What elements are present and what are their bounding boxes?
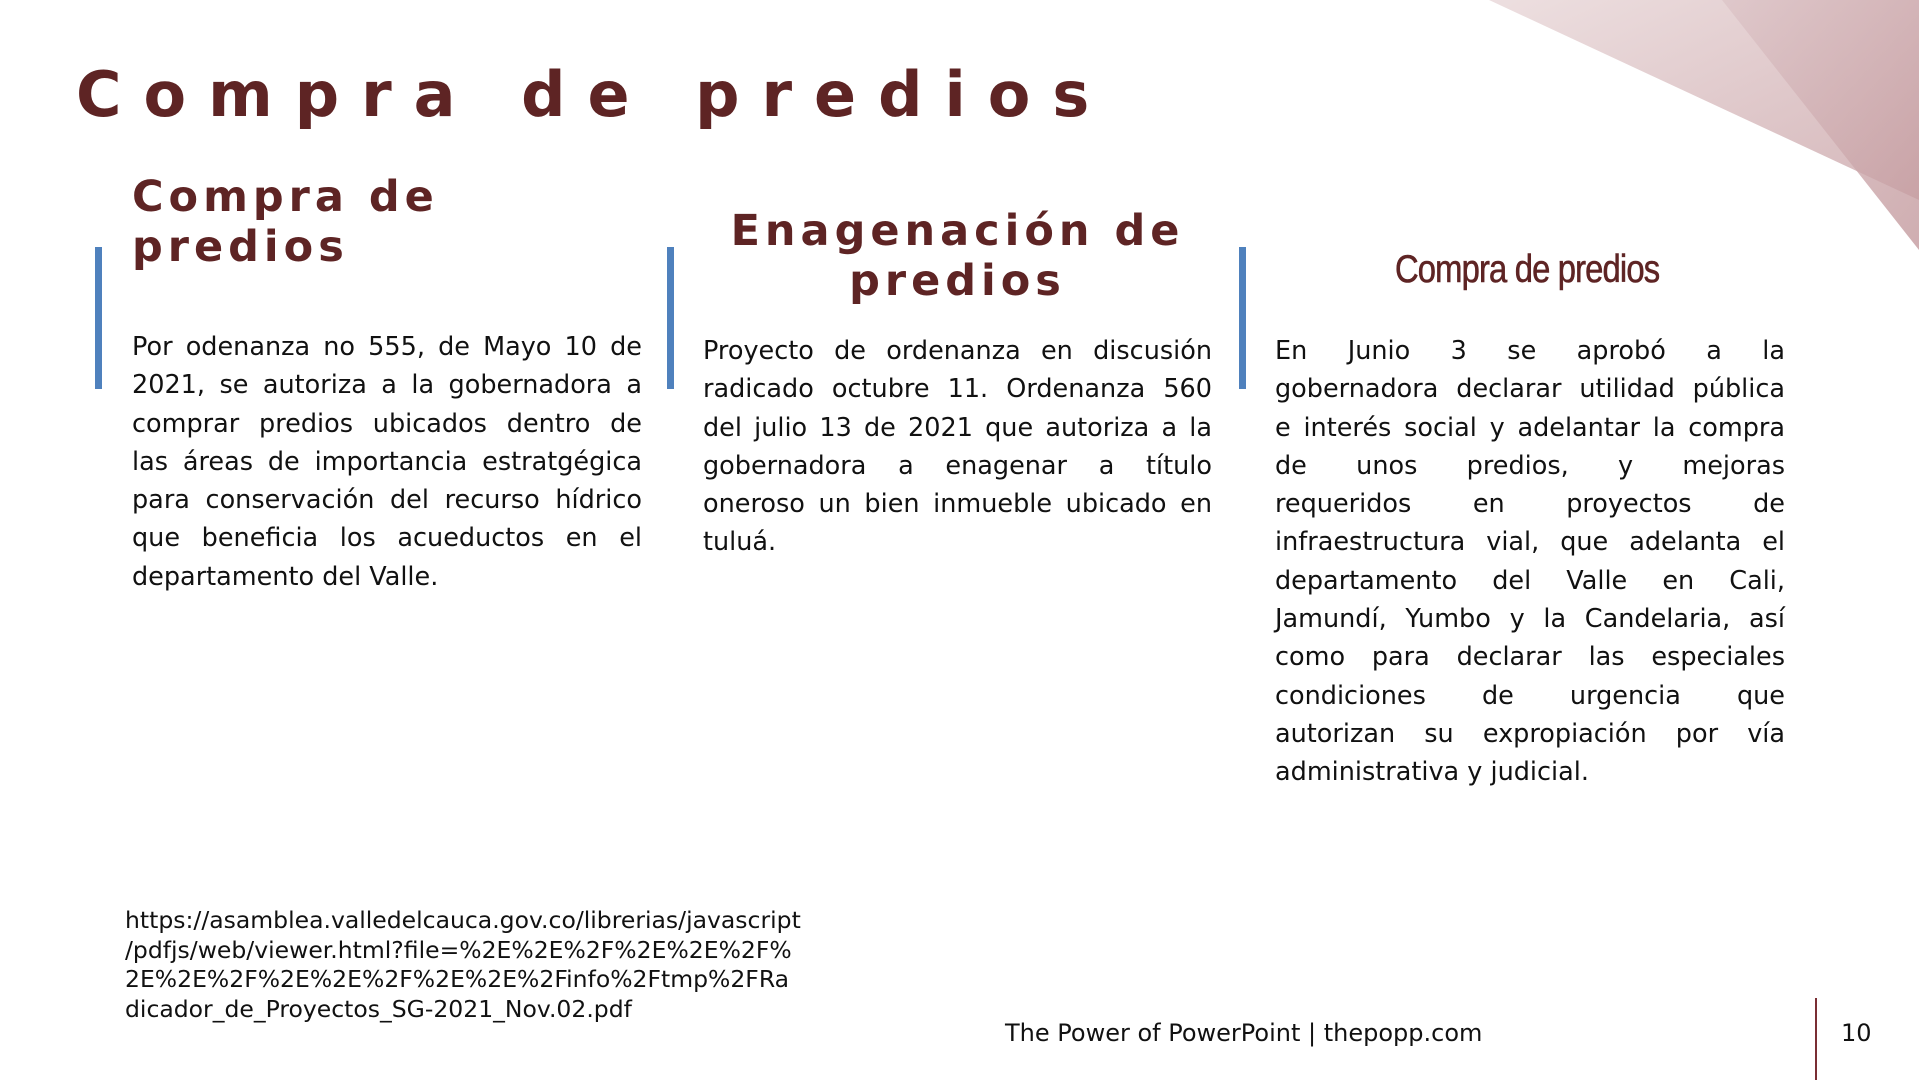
column-3-body-line: infraestructura vial, que adelanta el: [1275, 527, 1785, 558]
column-1-heading-line-1: Compra de: [132, 172, 439, 222]
source-link-line: /pdfjs/web/viewer.html?file=%2E%2E%2F%2E%2E%2F%: [125, 935, 792, 964]
column-3-body-line: como para declarar las especiales: [1275, 642, 1785, 673]
column-1-body-line: las áreas de importancia estratgégica: [132, 446, 642, 477]
column-3-accent-bar: [1239, 247, 1246, 389]
column-2-body-line: gobernadora a enagenar a título: [703, 450, 1212, 481]
column-2-body: [703, 332, 1212, 562]
slide-title: Compra de predios: [76, 58, 1112, 131]
corner-decoration: [1489, 0, 1919, 250]
source-link-line: https://asamblea.valledelcauca.gov.co/librerias/javascript: [125, 906, 801, 934]
column-1-body-line: Por odenanza no 555, de Mayo 10 de: [132, 332, 642, 362]
column-1-body-line: 2021, se autoriza a la gobernadora a: [132, 370, 642, 401]
page-number: 10: [1841, 1019, 1872, 1047]
column-3-heading-line-1: Compra de predios: [1394, 248, 1660, 291]
column-1-body-line: que beneficia los acueductos en el: [132, 523, 642, 554]
source-link[interactable]: [125, 906, 801, 1024]
column-3-body-line: departamento del Valle en Cali,: [1275, 565, 1785, 596]
column-2-body-line: tuluá.: [703, 527, 777, 558]
column-1-body-line: departamento del Valle.: [132, 561, 439, 592]
column-3-body-line: En Junio 3 se aprobó a la: [1275, 336, 1785, 366]
column-3-body-line: Jamundí, Yumbo y la Candelaria, así: [1275, 604, 1785, 635]
column-2-body-line: oneroso un bien inmueble ubicado en: [703, 489, 1212, 520]
column-3-heading: [1309, 247, 1746, 293]
source-link-line: 2E%2E%2F%2E%2E%2F%2E%2E%2Finfo%2Ftmp%2FRa: [125, 965, 790, 993]
column-2-body-line: radicado octubre 11. Ordenanza 560: [703, 374, 1212, 405]
column-3-body-line: e interés social y adelantar la compra: [1275, 412, 1785, 443]
column-3-body: [1275, 332, 1785, 792]
footer-divider: [1815, 998, 1817, 1080]
column-1-body: [132, 328, 642, 596]
column-1-body-line: para conservación del recurso hídrico: [132, 485, 642, 516]
column-1-body-line: comprar predios ubicados dentro de: [132, 408, 642, 439]
column-3-body-line: condiciones de urgencia que: [1275, 680, 1785, 711]
column-2-heading: [700, 206, 1215, 307]
column-2-heading-line-2: predios: [849, 256, 1066, 307]
column-2-accent-bar: [667, 247, 674, 389]
column-1-heading-line-2: predios: [132, 222, 349, 273]
footer-text: The Power of PowerPoint | thepopp.com: [1005, 1019, 1483, 1047]
column-3-body-line: de unos predios, y mejoras: [1275, 450, 1785, 481]
column-1-accent-bar: [95, 247, 102, 389]
column-2-heading-line-1: Enagenación de: [730, 206, 1185, 256]
column-2-body-line: del julio 13 de 2021 que autoriza a la: [703, 412, 1212, 443]
column-3-body-line: gobernadora declarar utilidad pública: [1275, 374, 1785, 405]
column-3-body-line: requeridos en proyectos de: [1275, 489, 1785, 520]
column-3-body-line: administrativa y judicial.: [1275, 757, 1589, 788]
column-1-heading: [132, 172, 652, 273]
source-link-line: dicador_de_Proyectos_SG-2021_Nov.02.pdf: [125, 994, 632, 1023]
column-2-body-line: Proyecto de ordenanza en discusión: [703, 336, 1212, 366]
column-3-body-line: autorizan su expropiación por vía: [1275, 718, 1785, 749]
